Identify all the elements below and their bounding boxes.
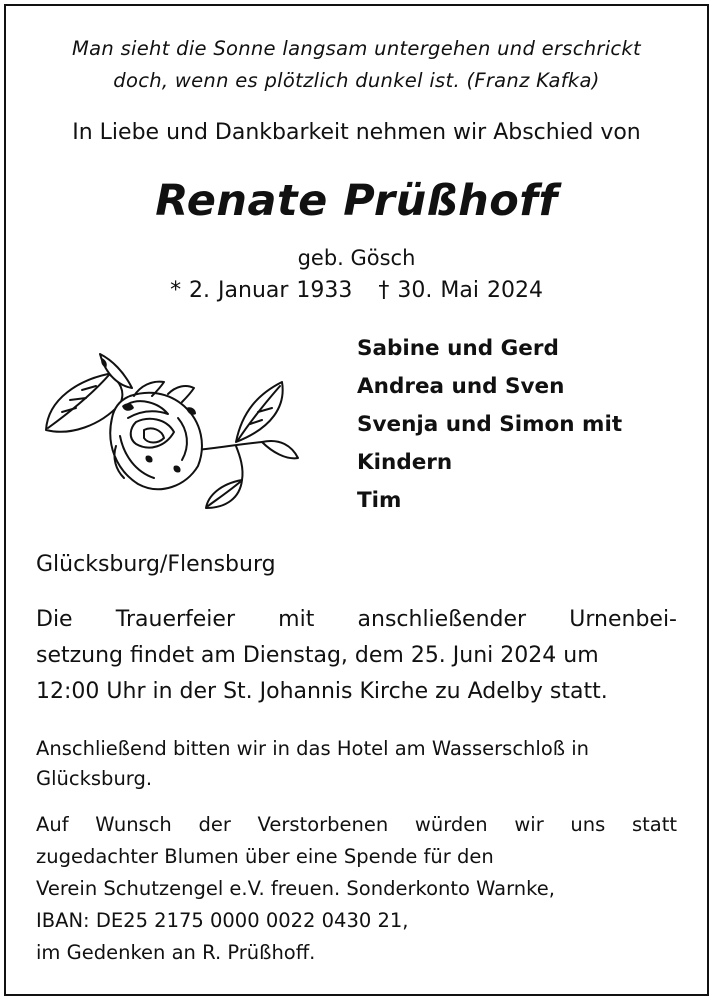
donation-line-4: IBAN: DE25 2175 0000 0022 0430 21,	[36, 909, 409, 932]
mourner-4: Kindern	[357, 450, 453, 475]
donation-line-3: Verein Schutzengel e.V. freuen. Sonderkonto Warnke,	[36, 877, 555, 900]
intro-text: In Liebe und Dankbarkeit nehmen wir Abschied von	[72, 120, 641, 145]
mourner-2: Andrea und Sven	[357, 374, 565, 399]
ceremony-line-2: setzung findet am Dienstag, dem 25. Juni 2024 um	[36, 643, 599, 668]
location-text: Glücksburg/Flensburg	[36, 552, 276, 577]
deceased-name: Renate Prüßhoff	[155, 176, 558, 226]
mourner-1: Sabine und Gerd	[357, 336, 559, 361]
birth-date: * 2. Januar 1933	[170, 278, 353, 303]
rose-icon	[36, 346, 302, 511]
reception-line-2: Glücksburg.	[36, 767, 153, 790]
donation-line-1: Auf Wunsch der Verstorbenen würden wir uns statt	[36, 813, 677, 836]
donation-line-2: zugedachter Blumen über eine Spende für den	[36, 845, 494, 868]
quote-line-2: doch, wenn es plötzlich dunkel ist. (Franz Kafka)	[113, 69, 600, 92]
ceremony-line-1: Die Trauerfeier mit anschließender Urnenbei-	[36, 607, 677, 632]
quote-line-1: Man sieht die Sonne langsam untergehen und erschrickt	[72, 37, 641, 60]
reception-line-1: Anschließend bitten wir in das Hotel am Wasserschloß in	[36, 737, 590, 760]
ceremony-line-3: 12:00 Uhr in der St. Johannis Kirche zu Adelby statt.	[36, 679, 608, 704]
obituary-notice	[4, 4, 709, 996]
death-date: † 30. Mai 2024	[378, 278, 543, 303]
donation-line-5: im Gedenken an R. Prüßhoff.	[36, 941, 316, 964]
mourner-3: Svenja und Simon mit	[357, 412, 623, 437]
life-dates	[6, 278, 707, 303]
mourner-5: Tim	[357, 488, 402, 513]
birth-name: geb. Gösch	[297, 246, 416, 270]
